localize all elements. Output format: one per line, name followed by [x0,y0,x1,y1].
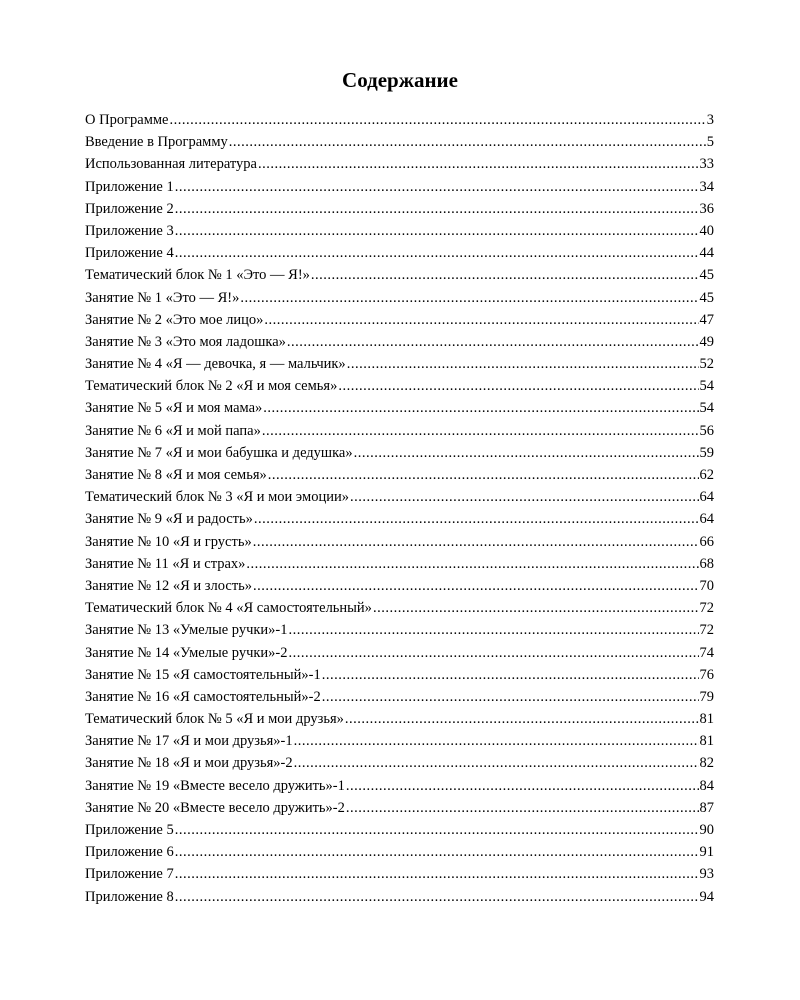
dot-leader [289,642,699,664]
toc-entry-label: Приложение 1 [85,178,174,195]
toc-entry-page-number: 81 [699,711,714,728]
dot-leader [311,264,699,286]
dot-leader [347,353,699,375]
toc-entry-page-number: 5 [706,134,714,151]
dot-leader [175,176,699,198]
toc-entry[interactable] [85,841,714,863]
toc-entry-page-number: 45 [699,267,714,284]
toc-entry-page-number: 54 [699,378,714,395]
toc-entry-page-number: 3 [706,112,714,128]
toc-entry-page-number: 74 [699,644,714,661]
toc-entry-label: Занятие № 6 «Я и мой папа» [85,422,261,439]
toc-entry[interactable] [85,597,714,619]
dot-leader [294,752,699,774]
toc-entry[interactable] [85,442,714,464]
toc-entry[interactable] [85,242,714,264]
toc-entry[interactable] [85,486,714,508]
toc-entry[interactable] [85,153,714,175]
toc-entry-label: Занятие № 18 «Я и мои друзья»-2 [85,755,293,772]
toc-entry-label: Занятие № 20 «Вместе весело дружить»-2 [85,799,345,816]
dot-leader [240,287,698,309]
toc-entry[interactable] [85,109,714,131]
toc-entry-page-number: 59 [699,444,714,461]
toc-entry[interactable] [85,264,714,286]
dot-leader [350,486,699,508]
page-title: Содержание [342,68,458,92]
toc-entry[interactable] [85,553,714,575]
toc-entry-page-number: 34 [699,178,714,195]
toc-entry-label: Занятие № 14 «Умелые ручки»-2 [85,644,288,661]
toc-entry[interactable] [85,686,714,708]
toc-entry[interactable] [85,353,714,375]
toc-entry[interactable] [85,176,714,198]
toc-entry-label: Тематический блок № 5 «Я и мои друзья» [85,711,344,728]
toc-entry-page-number: 47 [699,311,714,328]
dot-leader [294,730,699,752]
dot-leader [268,464,699,486]
toc-entry-page-number: 36 [699,200,714,217]
toc-entry[interactable] [85,309,714,331]
toc-entry-page-number: 64 [699,489,714,506]
dot-leader [175,886,699,908]
toc-entry-page-number: 56 [699,422,714,439]
dot-leader [346,797,699,819]
toc-entry-label: Приложение 4 [85,245,174,262]
toc-entry[interactable] [85,220,714,242]
toc-entry-page-number: 70 [699,577,714,594]
toc-entry[interactable] [85,420,714,442]
dot-leader [175,841,699,863]
toc-entry-label: Введение в Программу [85,134,228,151]
toc-entry[interactable] [85,819,714,841]
toc-entry-label: Занятие № 9 «Я и радость» [85,511,253,528]
toc-entry-label: Тематический блок № 4 «Я самостоятельный» [85,600,372,617]
dot-leader [175,220,699,242]
toc-entry-page-number: 66 [699,533,714,550]
toc-entry[interactable] [85,508,714,530]
toc-entry-page-number: 54 [699,400,714,417]
toc-entry-page-number: 76 [699,666,714,683]
dot-leader [253,575,698,597]
toc-entry-page-number: 52 [699,356,714,373]
dot-leader [170,109,706,131]
toc-entry[interactable] [85,619,714,641]
dot-leader [175,242,699,264]
dot-leader [253,531,699,553]
dot-leader [338,375,698,397]
toc-entry[interactable] [85,642,714,664]
toc-entry[interactable] [85,863,714,885]
toc-entry-page-number: 62 [699,467,714,483]
toc-entry[interactable] [85,664,714,686]
toc-entry-page-number: 94 [699,888,714,905]
toc-entry-label: Приложение 7 [85,866,174,883]
dot-leader [246,553,698,575]
dot-leader [229,131,706,153]
toc-entry-label: Занятие № 5 «Я и моя мама» [85,400,263,417]
toc-entry-page-number: 91 [699,844,714,861]
toc-entry-label: Занятие № 17 «Я и мои друзья»-1 [85,733,293,750]
toc-entry-label: Занятие № 11 «Я и страх» [85,555,246,572]
toc-entry[interactable] [85,331,714,353]
toc-entry-page-number: 68 [699,555,714,572]
toc-entry-label: Использованная литература [85,156,257,173]
dot-leader [322,686,699,708]
toc-entry[interactable] [85,708,714,730]
toc-entry[interactable] [85,575,714,597]
toc-entry[interactable] [85,198,714,220]
dot-leader [354,442,699,464]
toc-entry[interactable] [85,775,714,797]
toc-entry-label: Приложение 2 [85,200,174,217]
toc-entry-label: Занятие № 16 «Я самостоятельный»-2 [85,688,321,705]
toc-entry-page-number: 93 [699,866,714,883]
toc-entry-page-number: 72 [699,622,714,639]
toc-entry-label: Приложение 5 [85,822,174,838]
toc-entry-label: Занятие № 15 «Я самостоятельный»-1 [85,666,321,683]
dot-leader [289,619,699,641]
toc-entry-page-number: 79 [699,688,714,705]
toc-entry-page-number: 87 [699,799,714,816]
toc-entry-label: Приложение 3 [85,222,174,239]
toc-entry-label: Занятие № 13 «Умелые ручки»-1 [85,622,288,639]
toc-entry[interactable] [85,464,714,486]
table-of-contents [85,109,714,908]
toc-entry-label: Занятие № 8 «Я и моя семья» [85,467,267,483]
toc-entry-label: Тематический блок № 3 «Я и мои эмоции» [85,489,349,506]
dot-leader [264,309,698,331]
dot-leader [263,397,698,419]
dot-leader [345,708,699,730]
toc-entry-page-number: 72 [699,600,714,617]
toc-entry-page-number: 49 [699,333,714,350]
toc-entry-page-number: 40 [699,222,714,239]
toc-entry-page-number: 81 [699,733,714,750]
toc-entry-label: Занятие № 4 «Я — девочка, я — мальчик» [85,356,346,373]
toc-entry[interactable] [85,730,714,752]
dot-leader [322,664,699,686]
toc-entry[interactable] [85,797,714,819]
toc-entry-label: Занятие № 3 «Это моя ладошка» [85,333,286,350]
toc-entry[interactable] [85,397,714,419]
dot-leader [258,153,699,175]
dot-leader [254,508,699,530]
toc-entry-label: Занятие № 7 «Я и мои бабушка и дедушка» [85,444,353,461]
toc-entry-label: Приложение 8 [85,888,174,905]
toc-entry[interactable] [85,375,714,397]
dot-leader [346,775,699,797]
toc-entry-label: Занятие № 2 «Это мое лицо» [85,311,264,328]
dot-leader [175,819,699,841]
toc-entry-label: Тематический блок № 1 «Это — Я!» [85,267,310,284]
toc-entry[interactable] [85,287,714,309]
dot-leader [287,331,699,353]
toc-entry-page-number: 64 [699,511,714,528]
toc-entry[interactable] [85,531,714,553]
toc-entry-page-number: 33 [699,156,714,173]
toc-entry[interactable] [85,131,714,153]
toc-entry-page-number: 45 [699,289,714,306]
toc-entry-label: Занятие № 1 «Это — Я!» [85,289,240,306]
toc-entry-page-number: 82 [699,755,714,772]
toc-entry-page-number: 84 [699,777,714,794]
toc-entry-label: Тематический блок № 2 «Я и моя семья» [85,378,338,395]
dot-leader [262,420,699,442]
toc-entry-label: Занятие № 10 «Я и грусть» [85,533,252,550]
toc-entry[interactable] [85,752,714,774]
toc-entry-page-number: 90 [699,822,714,838]
dot-leader [175,198,699,220]
dot-leader [373,597,699,619]
toc-entry-label: Занятие № 19 «Вместе весело дружить»-1 [85,777,345,794]
toc-entry-label: Занятие № 12 «Я и злость» [85,577,253,594]
toc-entry[interactable] [85,886,714,908]
dot-leader [175,863,699,885]
toc-entry-label: О Программе [85,112,169,128]
toc-entry-label: Приложение 6 [85,844,174,861]
toc-entry-page-number: 44 [699,245,714,262]
